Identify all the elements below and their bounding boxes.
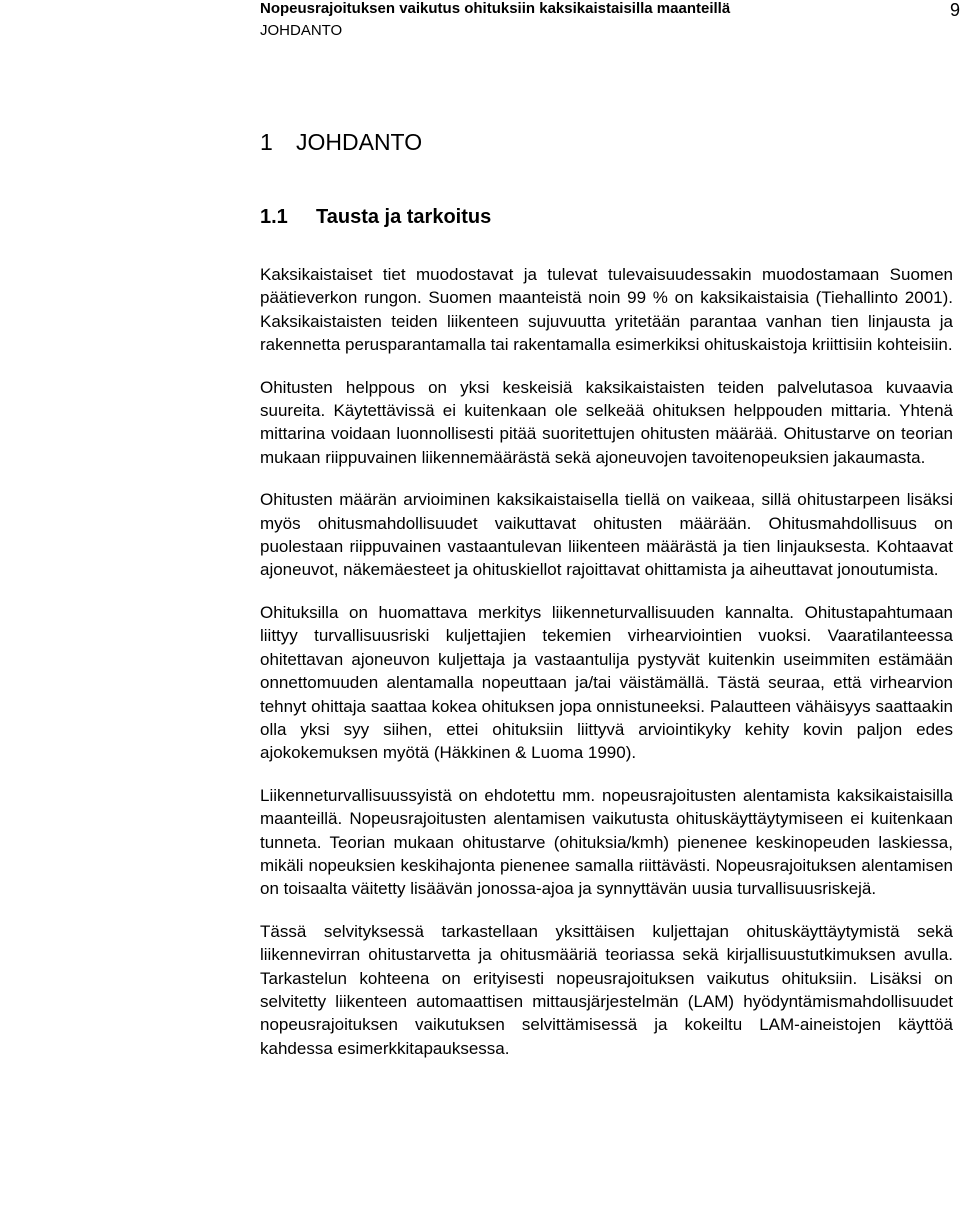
section-title: Tausta ja tarkoitus [316, 206, 492, 228]
paragraph: Liikenneturvallisuussyistä on ehdotettu mm. nopeusrajoitusten alentamista kaksikaistaisilla maanteillä. Nopeusrajoitusten alentamisen vaikutusta ohituskäyttäytymiseen ei kuitenkaan tunneta. Teorian mukaan ohitustarve (ohituksia/kmh) pienenee keskinopeuden laskiessa, mikäli nopeuksien keskihajonta pienenee samalla riittävästi. Nopeusrajoituksen alentamisen on toisaalta väitetty lisäävän jonossa-ajoa ja synnyttävän uusia turvallisuusriskejä. [260, 785, 953, 899]
section-heading [260, 204, 491, 230]
paragraph: Ohitusten määrän arvioiminen kaksikaistaisella tiellä on vaikeaa, sillä ohitustarpeen lisäksi myös ohitusmahdollisuudet vaikuttavat ohitusten määrään. Ohitusmahdollisuus on puolestaan riippuvainen vastaantulevan liikenteen määrästä ja tien linjauksesta. Kohtaavat ajoneuvot, näkemäesteet ja ohituskiellot rajoittavat ohittamista ja aiheuttavat jonoutumista. [260, 490, 953, 580]
header-section-name: JOHDANTO [260, 22, 343, 39]
paragraph: Ohituksilla on huomattava merkitys liikenneturvallisuuden kannalta. Ohitustapahtumaan liittyy turvallisuusriski kuljettajien tekemien virhearviointien vuoksi. Vaaratilanteessa ohitettavan ajoneuvon kuljettaja ja vastaantulija pystyvät kuitenkin useimmiten estämään onnettomuuden alentamalla nopeuttaan ja/tai väistämällä. Tästä seuraa, että virhearvion tehnyt ohittaja saattaa kokea ohituksen jopa onnistuneeksi. Palautteen vähäisyys saattaakin olla yksi syy siihen, ettei ohituksiin liittyvä arviointikyky kehity kovin paljon edes ajokokemuksen myötä (Häkkinen & Luoma 1990). [260, 602, 953, 763]
paragraph: Kaksikaistaiset tiet muodostavat ja tulevat tulevaisuudessakin muodostamaan Suomen päätieverkon rungon. Suomen maanteistä noin 99 % on kaksikaistaisia (Tiehallinto 2001). Kaksikaistaisten teiden liikenteen sujuvuutta yritetään parantaa vanhan tien linjausta ja rakennetta perusparantamalla tai rakentamalla esimerkiksi ohituskaistoja kriittisiin kohteisiin. [260, 265, 953, 355]
section-number: 1.1 [260, 206, 288, 228]
chapter-title: JOHDANTO [296, 129, 423, 155]
chapter-heading [260, 128, 422, 156]
chapter-number: 1 [260, 129, 273, 155]
paragraph: Tässä selvityksessä tarkastellaan yksittäisen kuljettajan ohituskäyttäytymistä sekä liikennevirran ohitustarvetta ja ohitusmääriä teoriassa sekä kirjallisuustutkimuksen avulla. Tarkastelun kohteena on erityisesti nopeusrajoituksen vaikutus ohituksiin. Lisäksi on selvitetty liikenteen automaattisen mittausjärjestelmän (LAM) hyödyntämismahdollisuudet nopeusrajoituksen vaikutuksen selvittämisessä ja kokeiltu LAM-aineistojen käyttöä kahdessa esimerkkitapauksessa. [260, 921, 953, 1058]
document-title: Nopeusrajoituksen vaikutus ohituksiin kaksikaistaisilla maanteillä [260, 0, 731, 17]
page-number: 9 [949, 0, 960, 20]
paragraph: Ohitusten helppous on yksi keskeisiä kaksikaistaisten teiden palvelutasoa kuvaavia suureita. Käytettävissä ei kuitenkaan ole selkeää ohituksen helppouden mittaria. Yhtenä mittarina voidaan luonnollisesti pitää suoritettujen ohitusten määrää. Ohitustarve on teorian mukaan riippuvainen liikennemäärästä sekä ajoneuvojen tavoitenopeuksien jakaumasta. [260, 377, 953, 467]
body-text [260, 263, 953, 1079]
running-header [260, 0, 960, 45]
